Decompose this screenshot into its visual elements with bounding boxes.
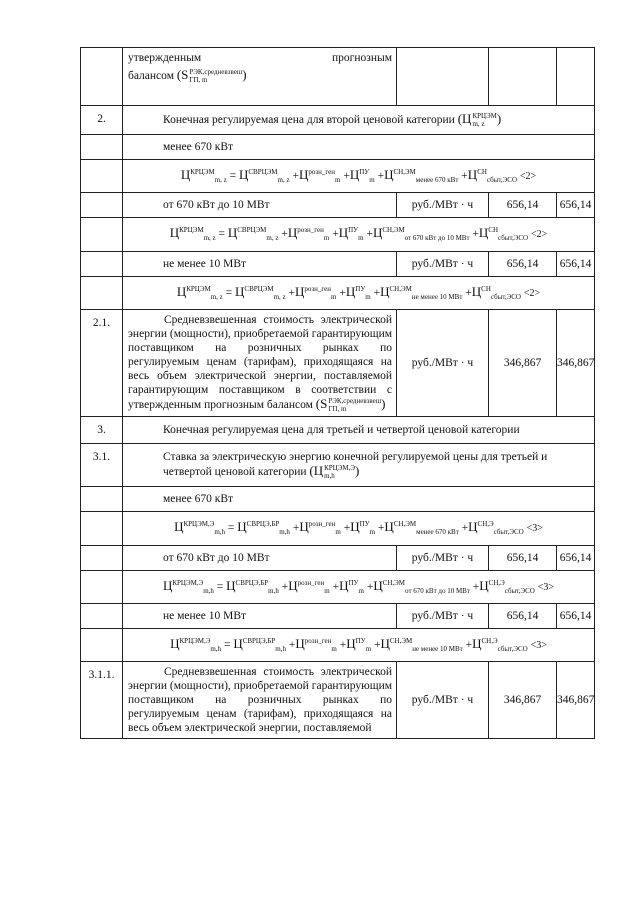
value-cell: 656,14 <box>489 545 557 570</box>
table-row <box>81 276 595 309</box>
value-cell: 656,14 <box>489 251 557 276</box>
value-cell: 346,867 <box>489 661 557 738</box>
row-number-cell <box>81 135 123 160</box>
row-number: 3.1.1. <box>81 661 123 738</box>
table-row <box>81 603 595 628</box>
formula-indices: КРЦЭМ m, z <box>472 112 497 129</box>
table-row <box>81 48 595 106</box>
row-description: Средневзвешенная стоимость электрической энергии (мощности), приобретаемой гарантирующим поставщиком на розничных рынках по регулируемым ценам (тарифам), приходящаяся на весь объем электрической энергии, поставляемой <box>128 665 392 734</box>
row-description-cell <box>123 48 397 106</box>
row-number-cell <box>81 48 123 106</box>
row-number-cell <box>81 570 123 603</box>
formula-tag: <3> <box>530 639 547 651</box>
table-row <box>81 661 595 738</box>
row-number: 3. <box>81 417 123 444</box>
table-row <box>81 135 595 160</box>
unit-cell <box>397 48 489 106</box>
value-cell: 656,14 <box>557 545 595 570</box>
subcategory-label: не менее 10 МВт <box>123 603 397 628</box>
table-row <box>81 106 595 135</box>
formula: $Ц^{КРЦЭМ,Э}_{m,h} = Ц^{СВРЦЭ,БР}_{m,h} +Ц^{розн\_ген}_m +Ц^{ПУ}_m +Ц^{СН,ЭМ}_{менее 670 кВт} +Ц^{СН,Э}_{сбыт,ЭСО} <3>$ <box>123 512 595 545</box>
section-title: Конечная регулируемая цена для третьей и четвертой ценовой категории <box>123 417 595 444</box>
row-description-cell: Средневзвешенная стоимость электрической энергии (мощности), приобретаемой гарантирующим поставщиком на розничных рынках по регулируемым ценам (тарифам), приходящаяся на весь объем электрической энергии, поставляемой гарантирующим поставщиком в соответствии с утвержденным прогнозным балансом (S РЭК,средневзвеш ГП, m ) <box>123 309 397 416</box>
unit-cell: руб./МВт · ч <box>397 309 489 416</box>
formula-tag: <2> <box>523 287 541 299</box>
subcategory-label: менее 670 кВт <box>123 135 595 160</box>
value-cell: 656,14 <box>557 193 595 218</box>
row-description: Средневзвешенная стоимость электрической энергии (мощности), приобретаемой гарантирующим поставщиком на розничных рынках по регулируемым ценам (тарифам), приходящаяся на весь объем электрической энергии, поставляемой гарантирующим поставщиком в соответствии с утвержденным прогнозным балансом <box>128 313 392 411</box>
table-row <box>81 570 595 603</box>
value-cell: 656,14 <box>557 603 595 628</box>
row-number: 2. <box>81 106 123 135</box>
table-row <box>81 193 595 218</box>
row-description-cell <box>123 661 397 738</box>
value-cell: 656,14 <box>489 193 557 218</box>
value-cell: 346,867 <box>557 661 595 738</box>
formula: $Ц^{КРЦЭМ,Э}_{m,h} = Ц^{СВРЦЭ,БР}_{m,h} +Ц^{розн\_ген}_m +Ц^{ПУ}_m +Ц^{СН,ЭМ}_{не менее 10 МВт} +Ц^{СН,Э}_{сбыт,ЭСО} <3>$ <box>123 628 595 661</box>
section-title-cell: Ставка за электрическую энергию конечной регулируемой цены для третьей и четвертой ценовой категории (Ц КРЦЭМ,Э m,h ) <box>123 444 595 487</box>
unit-cell: руб./МВт · ч <box>397 661 489 738</box>
formula-tag: <3> <box>537 581 555 593</box>
row-number-cell <box>81 628 123 661</box>
row-number-cell <box>81 276 123 309</box>
table-row <box>81 628 595 661</box>
subcategory-label: от 670 кВт до 10 МВт <box>123 193 397 218</box>
row-number-cell <box>81 603 123 628</box>
row-number-cell <box>81 193 123 218</box>
formula-tag: <2> <box>519 171 537 183</box>
table-row <box>81 218 595 251</box>
row-number-cell <box>81 160 123 193</box>
row-number: 3.1. <box>81 444 123 487</box>
table-row <box>81 512 595 545</box>
row-number-cell <box>81 487 123 512</box>
value-cell: 346,867 <box>557 309 595 416</box>
unit-cell: руб./МВт · ч <box>397 251 489 276</box>
value-cell: 656,14 <box>489 603 557 628</box>
table-row <box>81 251 595 276</box>
row-number-cell <box>81 512 123 545</box>
value-cell <box>489 48 557 106</box>
subcategory-label: менее 670 кВт <box>123 487 595 512</box>
formula-symbol: ) <box>242 67 247 82</box>
formula-indices: КРЦЭМ,Э m,h <box>324 464 355 481</box>
formula: $Ц^{КРЦЭМ}_{m, z} = Ц^{СВРЦЭМ}_{m, z} +Ц^{розн\_ген}_m +Ц^{ПУ}_m +Ц^{СН,ЭМ}_{от 670 кВт до 10 МВт} +Ц^{СН}_{сбыт,ЭСО} <2>$ <box>123 218 595 251</box>
row-description: утвержденным прогнозным <box>128 52 392 64</box>
formula-indices: РЭК,средневзвеш ГП, m <box>328 397 382 414</box>
formula: $Ц^{КРЦЭМ}_{m, z} = Ц^{СВРЦЭМ}_{m, z} +Ц^{розн\_ген}_m +Ц^{ПУ}_m +Ц^{СН,ЭМ}_{менее 670 кВт} +Ц^{СН}_{сбыт,ЭСО} <2>$ <box>123 160 595 193</box>
row-description-fragment: балансом <box>128 70 177 82</box>
row-number-cell <box>81 545 123 570</box>
row-number-cell <box>81 251 123 276</box>
value-cell <box>557 48 595 106</box>
formula-indices: РЭК,средневзвеш ГП, m <box>189 68 243 85</box>
value-cell: 346,867 <box>489 309 557 416</box>
formula: $Ц^{КРЦЭМ,Э}_{m,h} = Ц^{СВРЦЭ,БР}_{m,h} +Ц^{розн\_ген}_m +Ц^{ПУ}_m +Ц^{СН,ЭМ}_{от 670 кВт до 10 МВт} +Ц^{СН,Э}_{сбыт,ЭСО} <3>$ <box>123 570 595 603</box>
section-title: Конечная регулируемая цена для второй ценовой категории <box>163 114 455 126</box>
tariff-table <box>80 47 595 739</box>
section-title-cell: Конечная регулируемая цена для второй ценовой категории (Ц КРЦЭМ m, z ) <box>123 106 595 135</box>
table-row <box>81 487 595 512</box>
section-title: Ставка за электрическую энергию конечной регулируемой цены для третьей и четвертой ценовой категории <box>163 451 548 479</box>
table-row <box>81 417 595 444</box>
formula-tag: <2> <box>531 229 548 241</box>
row-number: 2.1. <box>81 309 123 416</box>
table-row <box>81 545 595 570</box>
table-row <box>81 160 595 193</box>
formula: $Ц^{КРЦЭМ}_{m, z} = Ц^{СВРЦЭМ}_{m, z} +Ц^{розн\_ген}_m +Ц^{ПУ}_m +Ц^{СН,ЭМ}_{не менее 10 МВт} +Ц^{СН}_{сбыт,ЭСО} <2>$ <box>123 276 595 309</box>
unit-cell: руб./МВт · ч <box>397 603 489 628</box>
row-number-cell <box>81 218 123 251</box>
table-row <box>81 444 595 487</box>
unit-cell: руб./МВт · ч <box>397 545 489 570</box>
subcategory-label: не менее 10 МВт <box>123 251 397 276</box>
formula-tag: <3> <box>526 523 543 535</box>
subcategory-label: от 670 кВт до 10 МВт <box>123 545 397 570</box>
formula-symbol: (S <box>176 67 189 82</box>
table-row <box>81 309 595 416</box>
unit-cell: руб./МВт · ч <box>397 193 489 218</box>
value-cell: 656,14 <box>557 251 595 276</box>
